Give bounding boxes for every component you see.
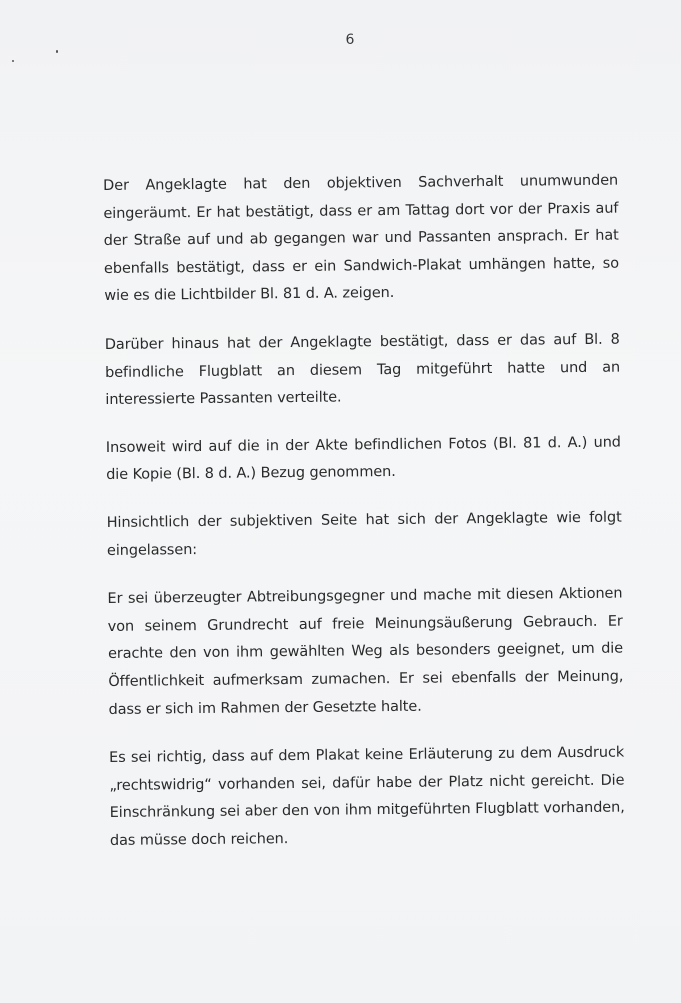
scan-speck: [56, 50, 58, 53]
paragraph-reference: Insoweit wird auf die in der Akte befindlichen Fotos (Bl. 81 d. A.) und die Kopie (Bl. 8 d. A.) Bezug genommen.: [105, 434, 621, 484]
paragraph-flyer: Darüber hinaus hat der Angeklagte bestätigt, dass er das auf Bl. 8 befindliche Flugblatt an diesem Tag mitgeführt hatte und an interessierte Passanten verteilte.: [104, 331, 621, 409]
page-number: 6: [345, 32, 355, 48]
paragraph-poster-explanation: Es sei richtig, dass auf dem Plakat keine Erläuterung zu dem Ausdruck „rechtswidrig“ vorhanden sei, dafür habe der Platz nicht gereicht. Die Einschränkung sei aber den von ihm mitgeführten Flugblatt vorhanden, das müsse doch reichen.: [109, 744, 625, 849]
scan-speck: [12, 60, 14, 62]
paragraph-subjective-intro: Hinsichtlich der subjektiven Seite hat sich der Angeklagte wie folgt eingelassen:: [106, 509, 622, 559]
document-body: [103, 168, 625, 877]
paragraph-objective-facts: Der Angeklagte hat den objektiven Sachverhalt unumwunden eingeräumt. Er hat bestätigt, dass er am Tattag dort vor der Praxis auf der Straße auf und ab gegangen war und Passanten ansprach. Er hat ebenfalls bestätigt, dass er ein Sandwich-Plakat umhängen hatte, so wie es die Lichtbilder Bl. 81 d. A. zeigen.: [103, 172, 620, 305]
paragraph-defendant-statement: Er sei überzeugter Abtreibungsgegner und mache mit diesen Aktionen von seinem Grundrecht auf freie Meinungsäußerung Gebrauch. Er erachte den von ihm gewählten Weg als besonders geeignet, um die Öffentlichkeit aufmerksam zumachen. Er sei ebenfalls der Meinung, dass er sich im Rahmen der Gesetzte halte.: [107, 585, 624, 718]
